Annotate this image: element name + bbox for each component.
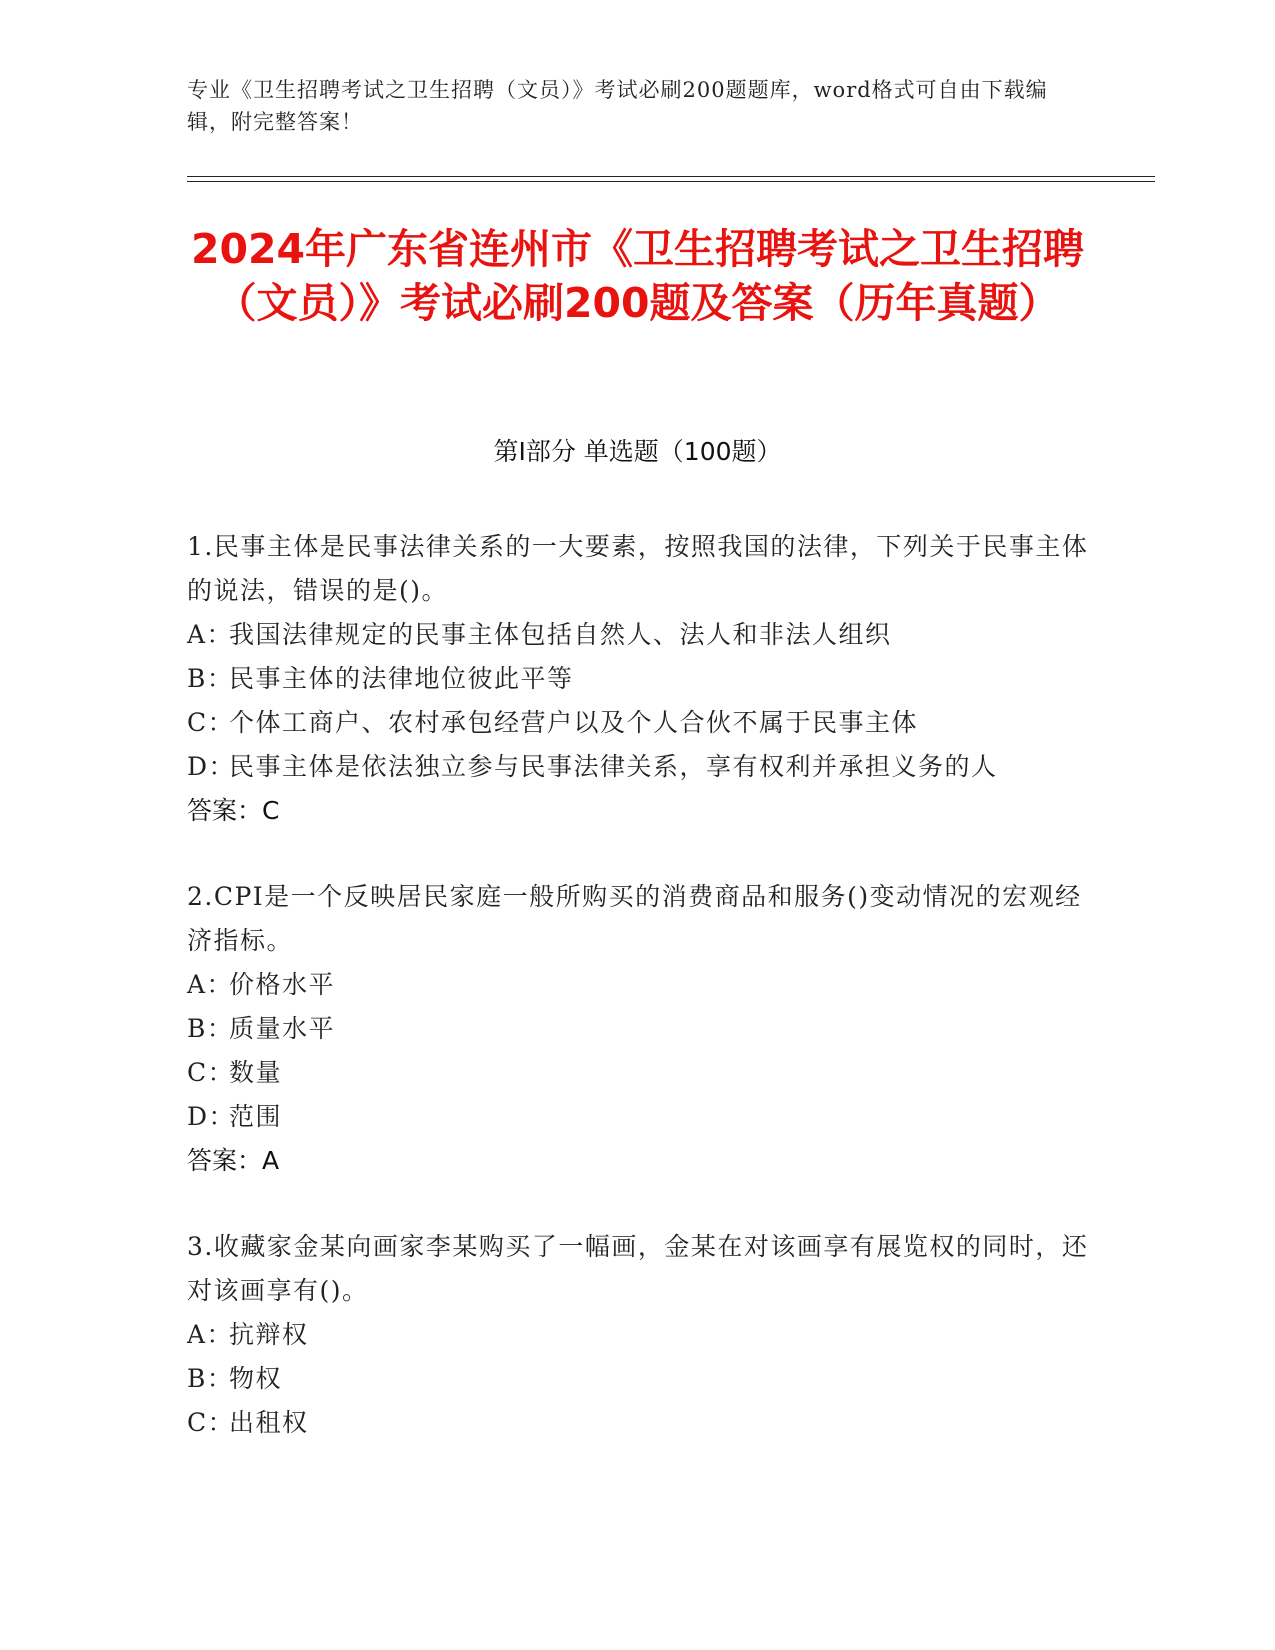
option-c [187, 1401, 1092, 1445]
option-text: 范围 [229, 1102, 283, 1131]
option-text: 价格水平 [229, 970, 336, 999]
option-text: 出租权 [229, 1408, 309, 1437]
option-key: C： [187, 1408, 235, 1437]
option-c [187, 1051, 1092, 1095]
question-2 [187, 875, 1092, 1183]
option-key: B： [187, 1364, 234, 1393]
option-b [187, 657, 1092, 701]
option-key: A： [187, 1320, 234, 1349]
option-text: 物权 [229, 1364, 283, 1393]
document-title: 2024年广东省连州市《卫生招聘考试之卫生招聘（文员）》考试必刷200题及答案（历年真题） [190, 225, 1085, 327]
option-b [187, 1007, 1092, 1051]
option-key: B： [187, 1014, 234, 1043]
header-rule-bottom [187, 181, 1155, 182]
question-3 [187, 1225, 1092, 1445]
option-key: D： [187, 752, 236, 781]
question-stem: 2.CPI是一个反映居民家庭一般所购买的消费商品和服务()变动情况的宏观经济指标。 [187, 882, 1082, 955]
header-rule-top [187, 176, 1155, 177]
option-text: 个体工商户、农村承包经营户以及个人合伙不属于民事主体 [229, 708, 919, 737]
option-d [187, 745, 1092, 789]
option-text: 我国法律规定的民事主体包括自然人、法人和非法人组织 [229, 620, 892, 649]
question-1 [187, 525, 1092, 833]
option-d [187, 1095, 1092, 1139]
option-key: B： [187, 664, 234, 693]
option-key: A： [187, 620, 234, 649]
option-text: 抗辩权 [229, 1320, 309, 1349]
question-stem: 1.民事主体是民事法律关系的一大要素，按照我国的法律，下列关于民事主体的说法，错误的是()。 [187, 532, 1089, 605]
option-a [187, 613, 1092, 657]
option-text: 民事主体的法律地位彼此平等 [229, 664, 574, 693]
question-list [187, 525, 1092, 1487]
option-text: 民事主体是依法独立参与民事法律关系，享有权利并承担义务的人 [229, 752, 998, 781]
option-key: D： [187, 1102, 236, 1131]
option-text: 数量 [229, 1058, 283, 1087]
option-a [187, 1313, 1092, 1357]
section-title: 第Ⅰ部分 单选题（100题） [493, 437, 782, 466]
header-note: 专业《卫生招聘考试之卫生招聘（文员）》考试必刷200题题库，word格式可自由下载编辑，附完整答案！ [187, 78, 1048, 134]
option-key: C： [187, 708, 235, 737]
option-b [187, 1357, 1092, 1401]
option-key: C： [187, 1058, 235, 1087]
option-c [187, 701, 1092, 745]
option-key: A： [187, 970, 234, 999]
question-stem: 3.收藏家金某向画家李某购买了一幅画，金某在对该画享有展览权的同时，还对该画享有()。 [187, 1232, 1089, 1305]
option-text: 质量水平 [229, 1014, 336, 1043]
option-a [187, 963, 1092, 1007]
answer-line: 答案：C [187, 796, 280, 825]
answer-line: 答案：A [187, 1146, 280, 1175]
